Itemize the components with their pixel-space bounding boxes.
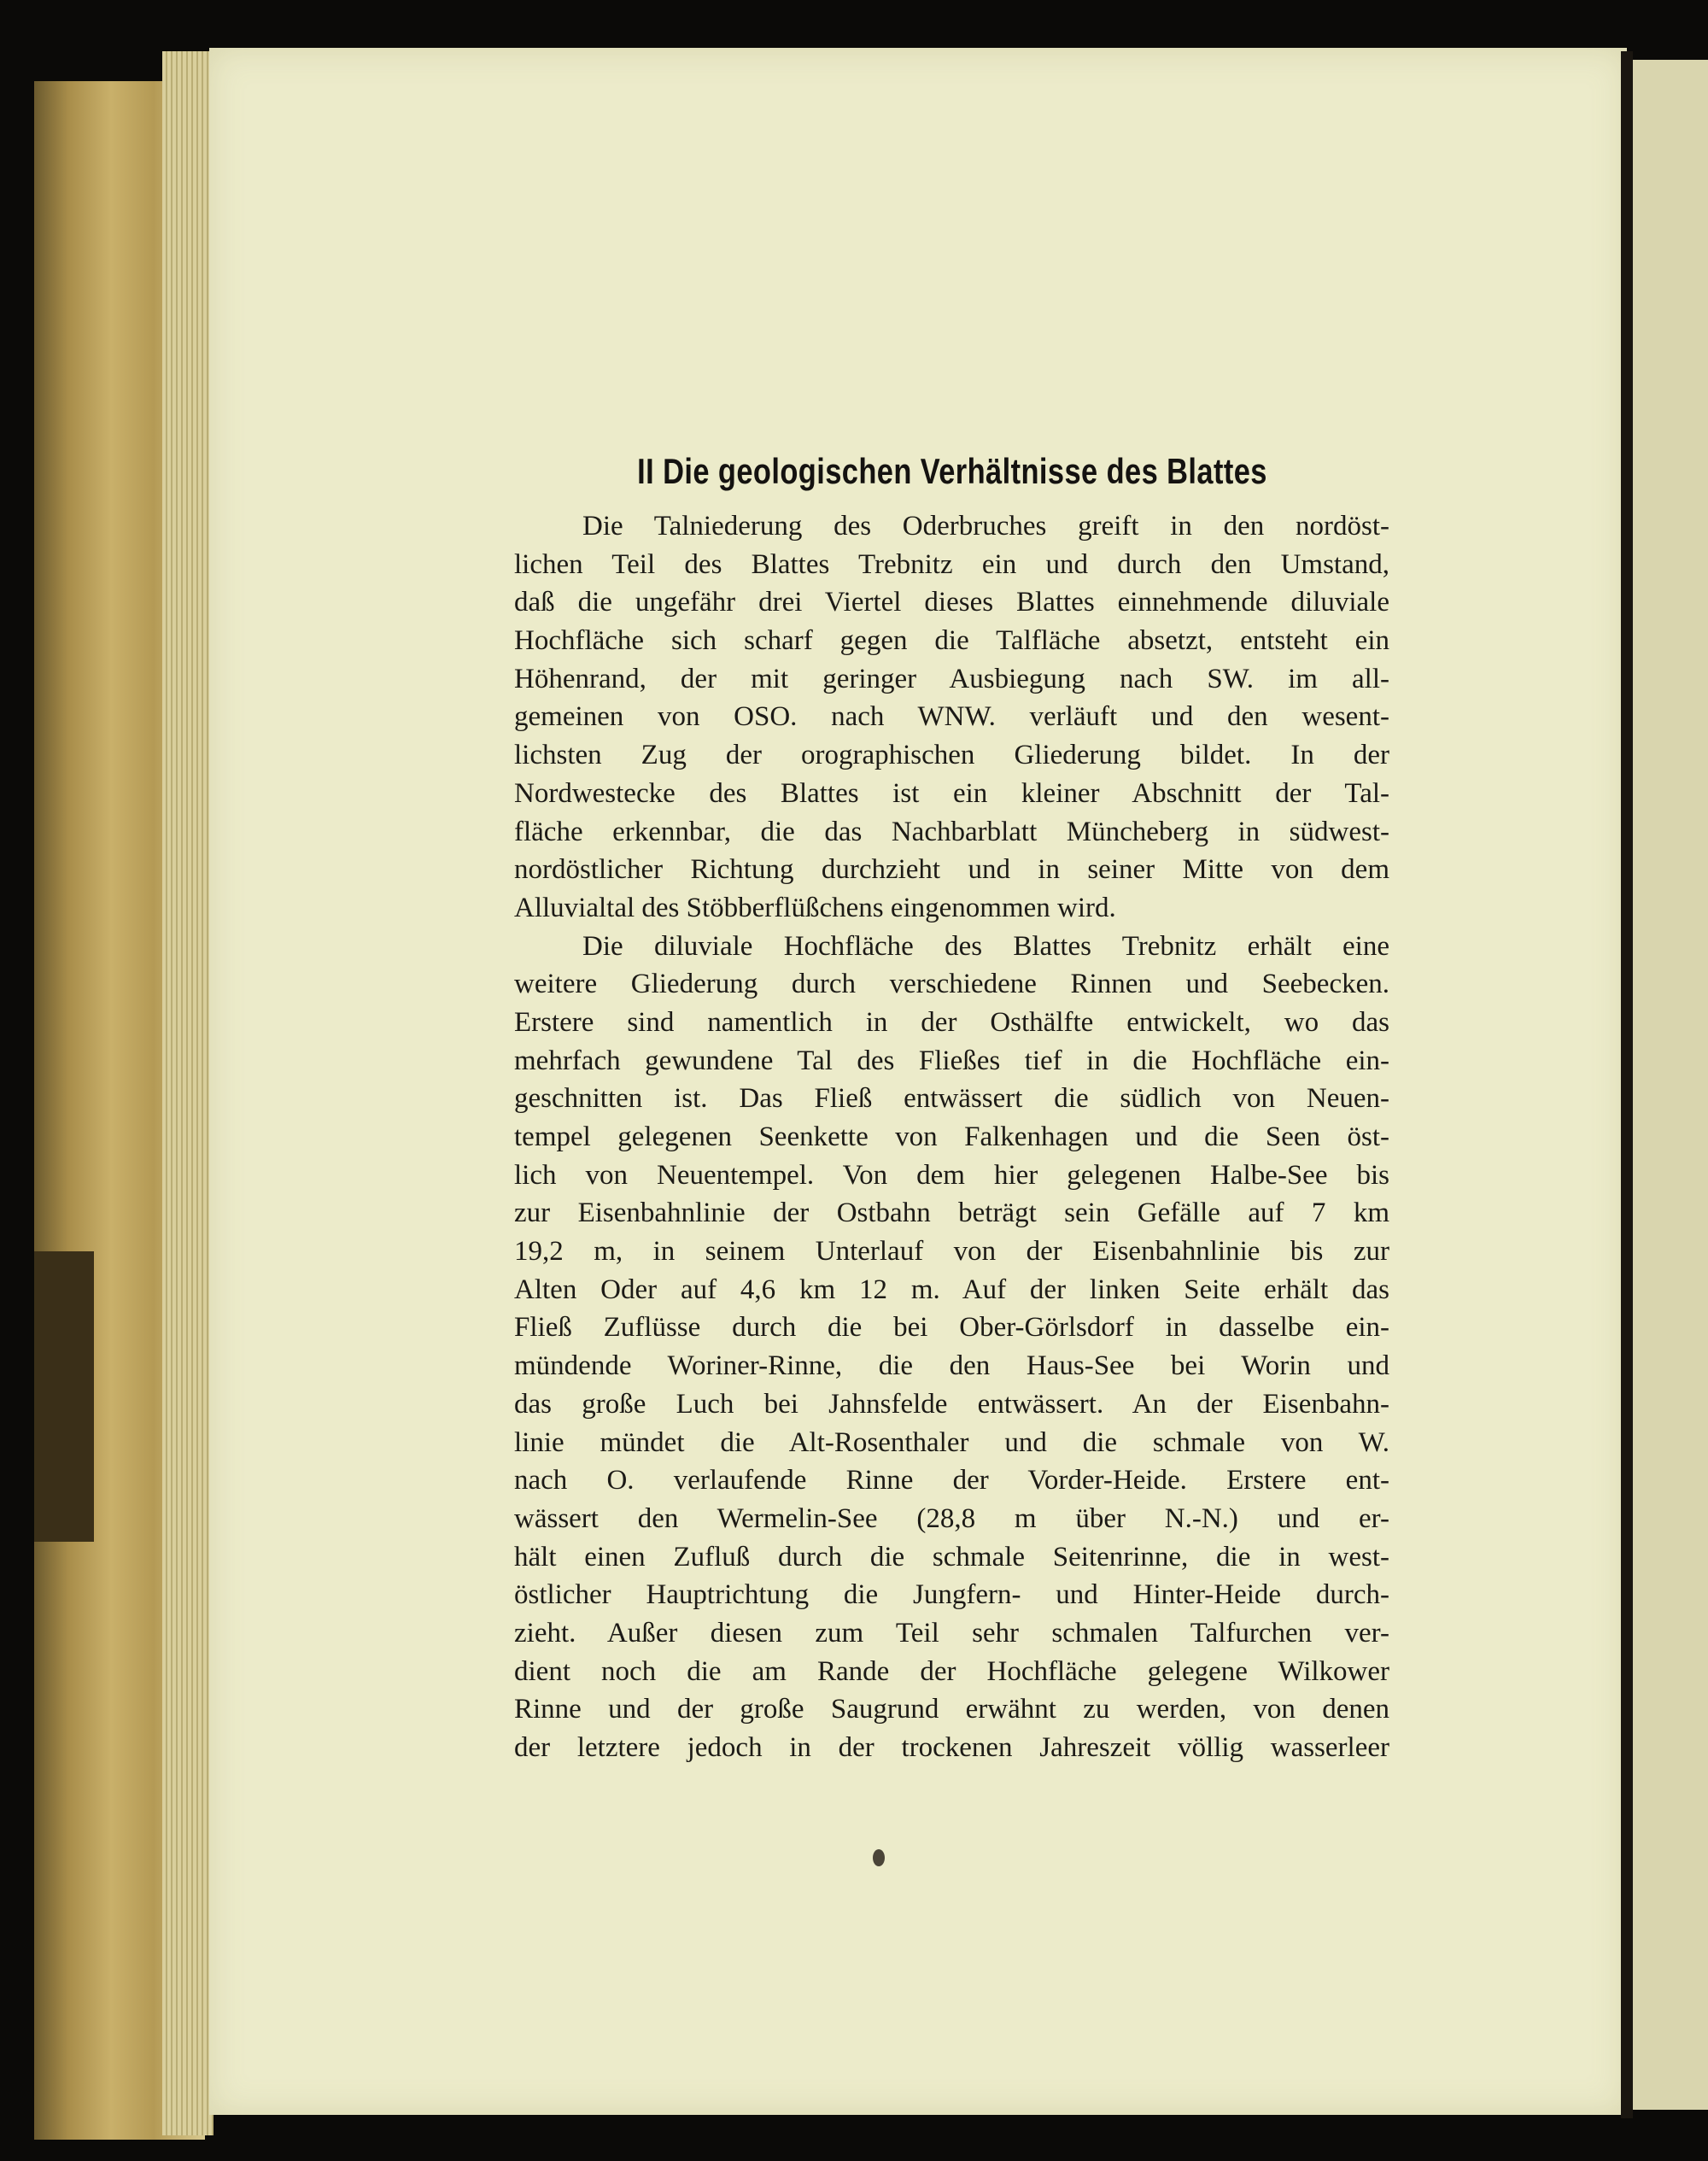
text-line: wässert den Wermelin-See (28,8 m über N.-N.) und er- [514,1502,1389,1534]
text-line: lichen Teil des Blattes Trebnitz ein und durch den Umstand, [514,548,1389,580]
paragraph [514,507,1389,928]
text-line: hält einen Zufluß durch die schmale Seitenrinne, die in west- [514,1541,1389,1572]
page-stack [162,51,214,2135]
text-line: zieht. Außer diesen zum Teil sehr schmalen Talfurchen ver- [514,1617,1389,1649]
text-line: linie mündet die Alt-Rosenthaler und die schmale von W. [514,1426,1389,1458]
text-line: 19,2 m, in seinem Unterlauf von der Eisenbahnlinie bis zur [514,1236,1389,1268]
text-line: dient noch die am Rande der Hochfläche gelegene Wilkower [514,1655,1389,1687]
text-line: weitere Gliederung durch verschiedene Rinnen und Seebecken. [514,969,1389,1000]
text-line: Nordwestecke des Blattes ist ein kleiner Abschnitt der Tal- [514,777,1389,809]
text-line: mehrfach gewundene Tal des Fließes tief in die Hochfläche ein- [514,1045,1389,1076]
text-line: Rinne und der große Saugrund erwähnt zu werden, von denen [514,1694,1389,1725]
page-mark [873,1849,885,1866]
text-line: nordöstlicher Richtung durchzieht und in seiner Mitte von dem [514,854,1389,886]
next-page-edge [1627,60,1708,2110]
text-line: tempel gelegenen Seenkette von Falkenhagen und die Seen öst- [514,1121,1389,1152]
text-line: das große Luch bei Jahnsfelde entwässert. An der Eisenbahn- [514,1388,1389,1420]
paragraph [514,928,1389,1767]
text-line: fläche erkennbar, die das Nachbarblatt Müncheberg in südwest- [514,816,1389,847]
text-line: zur Eisenbahnlinie der Ostbahn beträgt sein Gefälle auf 7 km [514,1198,1389,1229]
text-line: mündende Woriner-Rinne, die den Haus-See bei Worin und [514,1350,1389,1382]
text-line: nach O. verlaufende Rinne der Vorder-Heide. Erstere ent- [514,1465,1389,1496]
book-gutter [1621,51,1633,2118]
text-line: daß die ungefähr drei Viertel dieses Blattes einnehmende diluviale [514,587,1389,618]
text-line: lichsten Zug der orographischen Gliederung bildet. In der [514,740,1389,771]
text-line: geschnitten ist. Das Fließ entwässert die südlich von Neuen- [514,1083,1389,1115]
body-text [514,507,1389,1767]
text-line: Alluvialtal des Stöbberflüßchens eingenommen wird. [514,892,1116,923]
text-line: Höhenrand, der mit geringer Ausbiegung nach SW. im all- [514,663,1389,694]
text-line: Erstere sind namentlich in der Osthälfte entwickelt, wo das [514,1006,1389,1038]
text-line: Die Talniederung des Oderbruches greift in den nordöst- [582,511,1389,542]
text-line: Die diluviale Hochfläche des Blattes Trebnitz erhält eine [582,930,1389,962]
text-line: der letztere jedoch in der trockenen Jahreszeit völlig wasserleer [514,1732,1389,1763]
text-line: Hochfläche sich scharf gegen die Talfläche absetzt, entsteht ein [514,625,1389,657]
book-edge-band [34,1251,94,1542]
text-line: Alten Oder auf 4,6 km 12 m. Auf der linken Seite erhält das [514,1274,1389,1305]
text-line: gemeinen von OSO. nach WNW. verläuft und den wesent- [514,701,1389,733]
text-line: östlicher Hauptrichtung die Jungfern- und Hinter-Heide durch- [514,1579,1389,1611]
text-line: lich von Neuentempel. Von dem hier gelegenen Halbe-See bis [514,1159,1389,1191]
section-heading: II Die geologischen Verhältnisse des Blattes [637,451,1267,491]
text-line: Fließ Zuflüsse durch die bei Ober-Görlsdorf in dasselbe ein- [514,1312,1389,1344]
